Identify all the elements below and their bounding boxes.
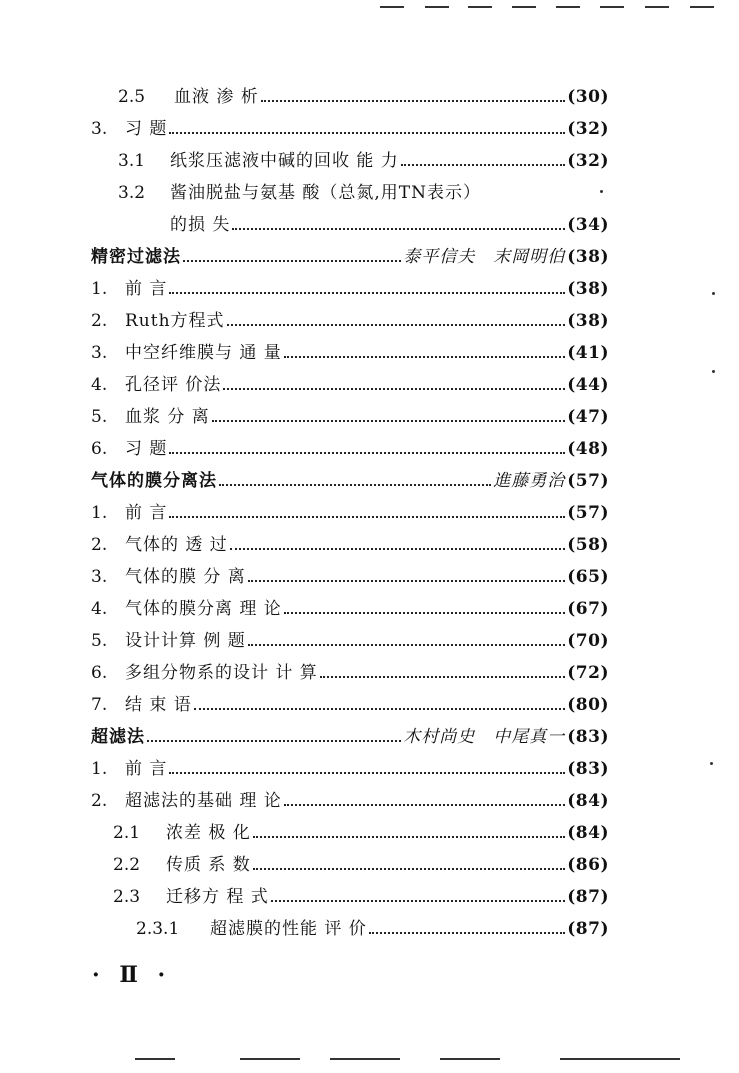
scan-mark [556, 6, 580, 8]
leader-dots [261, 99, 565, 102]
scan-speck [712, 292, 715, 295]
toc-entry [118, 174, 609, 202]
entry-title: 血浆 分 离 [125, 407, 210, 427]
leader-dots [169, 451, 565, 454]
leader-dots [223, 387, 565, 390]
entry-title: 酱油脱盐与氨基 酸（总氮,用TN表示） [170, 183, 482, 203]
entry-page: (38) [567, 311, 609, 331]
leader-dots [232, 227, 565, 230]
scan-speck [712, 370, 715, 373]
entry-page: (84) [567, 823, 609, 843]
scan-speck [600, 190, 603, 193]
scan-speck [710, 762, 713, 765]
section-title: 气体的膜分离法 [91, 471, 217, 491]
page-number: · Ⅱ · [92, 962, 172, 988]
toc-entry [91, 366, 609, 394]
entry-page: (83) [567, 759, 609, 779]
entry-number: 1. [91, 279, 108, 299]
toc-entry [136, 910, 609, 938]
entry-title: 中空纤维膜与 通 量 [125, 343, 282, 363]
entry-page: (57) [567, 471, 609, 491]
section-authors: 木村尚史 中尾真一 [403, 727, 566, 747]
entry-page: (32) [567, 151, 609, 171]
leader-dots [248, 579, 565, 582]
scan-mark [425, 6, 449, 8]
leader-dots [284, 803, 565, 806]
toc-entry [91, 494, 609, 522]
toc-entry [91, 302, 609, 330]
leader-dots [194, 707, 565, 710]
toc-entry [118, 142, 609, 170]
entry-number: 2.1 [113, 823, 141, 843]
toc-entry [91, 110, 609, 138]
leader-dots [320, 675, 565, 678]
toc-section [91, 462, 609, 490]
entry-title: 孔径评 价法 [125, 375, 222, 395]
entry-page: (47) [567, 407, 609, 427]
entry-page: (41) [567, 343, 609, 363]
entry-number: 2. [91, 791, 108, 811]
scan-mark [560, 1058, 680, 1060]
toc-entry [91, 430, 609, 458]
entry-number: 3. [91, 567, 108, 587]
section-title: 超滤法 [91, 727, 145, 747]
leader-dots [230, 547, 565, 550]
entry-title: 迁移方 程 式 [166, 887, 269, 907]
entry-title: 习 题 [125, 439, 168, 459]
entry-page: (83) [567, 727, 609, 747]
entry-number: 3.2 [118, 183, 146, 203]
toc-entry [113, 846, 609, 874]
leader-dots [169, 131, 565, 134]
scan-mark [380, 6, 404, 8]
section-authors: 進藤勇治 [493, 471, 566, 491]
section-title: 精密过滤法 [91, 247, 181, 267]
toc-entry [91, 622, 609, 650]
entry-number: 2.3 [113, 887, 141, 907]
leader-dots [227, 323, 566, 326]
toc-entry [91, 590, 609, 618]
entry-page: (57) [567, 503, 609, 523]
entry-title: 多组分物系的设计 计 算 [125, 663, 318, 683]
toc-entry [170, 206, 609, 234]
entry-title: 纸浆压滤液中碱的回收 能 力 [170, 151, 399, 171]
leader-dots [284, 355, 565, 358]
entry-title: 习 题 [125, 119, 168, 139]
entry-page: (38) [567, 247, 609, 267]
entry-number: 2. [91, 535, 108, 555]
leader-dots [284, 611, 565, 614]
scan-mark [330, 1058, 400, 1060]
entry-page: (65) [567, 567, 609, 587]
entry-title: 超滤膜的性能 评 价 [210, 919, 367, 939]
toc-entry [91, 750, 609, 778]
entry-title: 气体的膜 分 离 [125, 567, 246, 587]
toc-section [91, 718, 609, 746]
entry-page: (44) [567, 375, 609, 395]
toc-entry [91, 558, 609, 586]
toc-entry [113, 878, 609, 906]
entry-title: 结 束 语 [125, 695, 192, 715]
entry-number: 2.2 [113, 855, 141, 875]
entry-number: 2.5 [118, 87, 146, 107]
entry-page: (48) [567, 439, 609, 459]
entry-number: 4. [91, 375, 108, 395]
scan-mark [440, 1058, 500, 1060]
entry-title: 血液 渗 析 [174, 87, 259, 107]
entry-title: 前 言 [125, 503, 168, 523]
entry-title: 浓差 极 化 [166, 823, 251, 843]
scan-mark [645, 6, 669, 8]
entry-number: 2.3.1 [136, 919, 180, 939]
entry-page: (87) [567, 887, 609, 907]
entry-page: (38) [567, 279, 609, 299]
entry-number: 5. [91, 631, 108, 651]
leader-dots [169, 515, 565, 518]
entry-number: 5. [91, 407, 108, 427]
entry-title: 的损 失 [170, 215, 231, 235]
entry-number: 1. [91, 759, 108, 779]
entry-title: 设计计算 例 题 [125, 631, 246, 651]
entry-title: Ruth方程式 [125, 311, 225, 331]
toc-section [91, 238, 609, 266]
scan-mark [690, 6, 714, 8]
entry-page: (80) [567, 695, 609, 715]
entry-number: 4. [91, 599, 108, 619]
leader-dots [253, 867, 565, 870]
leader-dots [248, 643, 565, 646]
entry-page: (70) [567, 631, 609, 651]
leader-dots [147, 739, 401, 742]
leader-dots [401, 163, 565, 166]
entry-number: 6. [91, 439, 108, 459]
scan-mark [240, 1058, 300, 1060]
entry-page: (34) [567, 215, 609, 235]
entry-page: (72) [567, 663, 609, 683]
entry-page: (58) [567, 535, 609, 555]
entry-title: 气体的 透 过 [125, 535, 228, 555]
entry-number: 3. [91, 343, 108, 363]
entry-number: 3. [91, 119, 108, 139]
entry-number: 6. [91, 663, 108, 683]
entry-page: (67) [567, 599, 609, 619]
section-authors: 泰平信夫 末岡明伯 [403, 247, 566, 267]
toc-entry [91, 398, 609, 426]
toc-entry [91, 686, 609, 714]
entry-page: (86) [567, 855, 609, 875]
entry-title: 超滤法的基础 理 论 [125, 791, 282, 811]
toc-entry [118, 78, 609, 106]
entry-page: (32) [567, 119, 609, 139]
entry-number: 7. [91, 695, 108, 715]
entry-number: 1. [91, 503, 108, 523]
entry-page: (30) [567, 87, 609, 107]
toc-entry [91, 654, 609, 682]
leader-dots [369, 931, 565, 934]
leader-dots [219, 483, 491, 486]
toc-entry [91, 526, 609, 554]
entry-title: 前 言 [125, 759, 168, 779]
entry-page: (84) [567, 791, 609, 811]
scan-mark [135, 1058, 175, 1060]
toc-entry [91, 270, 609, 298]
entry-title: 传质 系 数 [166, 855, 251, 875]
scan-mark [512, 6, 536, 8]
entry-title: 气体的膜分离 理 论 [125, 599, 282, 619]
leader-dots [183, 259, 401, 262]
scan-mark [600, 6, 624, 8]
entry-number: 2. [91, 311, 108, 331]
leader-dots [253, 835, 565, 838]
leader-dots [169, 771, 565, 774]
toc-entry [113, 814, 609, 842]
toc-entry [91, 782, 609, 810]
toc-entry [91, 334, 609, 362]
entry-page: (87) [567, 919, 609, 939]
leader-dots [212, 419, 565, 422]
entry-number: 3.1 [118, 151, 146, 171]
leader-dots [169, 291, 565, 294]
scan-mark [468, 6, 492, 8]
leader-dots [271, 899, 565, 902]
entry-title: 前 言 [125, 279, 168, 299]
